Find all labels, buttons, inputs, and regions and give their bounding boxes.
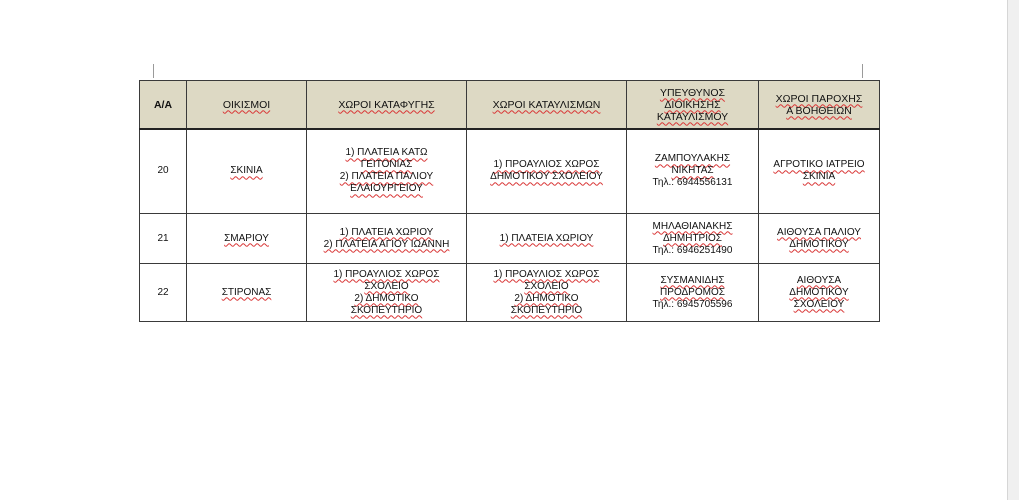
header-manager: ΥΠΕΥΘΥΝΟΣ ΔΙΟΙΚΗΣΗΣ ΚΑΤΑΥΛΙΣΜΟΥ [627, 81, 759, 130]
cell-manager: ΣΥΣΜΑΝΙΔΗΣ ΠΡΟΔΡΟΜΟΣ Τηλ.: 6945705596 [627, 264, 759, 322]
header-refuge: ΧΩΡΟΙ ΚΑΤΑΦΥΓΗΣ [307, 81, 467, 130]
cell-camps: 1) ΠΛΑΤΕΙΑ ΧΩΡΙΟΥ [467, 213, 627, 264]
cell-aa: 22 [140, 264, 187, 322]
cell-aid: ΑΙΘΟΥΣΑ ΔΗΜΟΤΙΚΟΥ ΣΧΟΛΕΙΟΥ [759, 264, 880, 322]
cell-aa: 20 [140, 129, 187, 213]
header-camps: ΧΩΡΟΙ ΚΑΤΑΥΛΙΣΜΩΝ [467, 81, 627, 130]
cell-settlement: ΣΜΑΡΙΟΥ [187, 213, 307, 264]
cell-refuge: 1) ΠΛΑΤΕΙΑ ΚΑΤΩ ΓΕΙΤΟΝΙΑΣ 2) ΠΛΑΤΕΙΑ ΠΑΛΙΟΥ ΕΛΑΙΟΥΡΓΕΙΟΥ [307, 129, 467, 213]
header-row [140, 81, 880, 130]
header-aid: ΧΩΡΟΙ ΠΑΡΟΧΗΣ Α ΒΟΗΘΕΙΩΝ [759, 81, 880, 130]
cell-refuge: 1) ΠΛΑΤΕΙΑ ΧΩΡΙΟΥ 2) ΠΛΑΤΕΙΑ ΑΓΙΟΥ ΙΩΑΝΝΗ [307, 213, 467, 264]
cell-manager: ΖΑΜΠΟΥΛΑΚΗΣ ΝΙΚΗΤΑΣ Τηλ.: 6944556131 [627, 129, 759, 213]
table-row [140, 213, 880, 264]
cell-camps: 1) ΠΡΟΑΥΛΙΟΣ ΧΩΡΟΣ ΣΧΟΛΕΙΟ 2) ΔΗΜΟΤΙΚΟ ΣΚΟΠΕΥΤΗΡΙΟ [467, 264, 627, 322]
cell-aid: ΑΓΡΟΤΙΚΟ ΙΑΤΡΕΙΟ ΣΚΙΝΙΑ [759, 129, 880, 213]
cell-camps: 1) ΠΡΟΑΥΛΙΟΣ ΧΩΡΟΣ ΔΗΜΟΤΙΚΟΥ ΣΧΟΛΕΙΟΥ [467, 129, 627, 213]
header-aa: Α/Α [140, 81, 187, 130]
header-settlements: ΟΙΚΙΣΜΟΙ [187, 81, 307, 130]
cell-settlement: ΣΚΙΝΙΑ [187, 129, 307, 213]
shelter-table [139, 80, 880, 322]
cell-aid: ΑΙΘΟΥΣΑ ΠΑΛΙΟΥ ΔΗΜΟΤΙΚΟΥ [759, 213, 880, 264]
vertical-scrollbar[interactable] [1007, 0, 1019, 500]
table-row [140, 264, 880, 322]
crop-mark-right [862, 64, 863, 78]
cell-settlement: ΣΤΙΡΟΝΑΣ [187, 264, 307, 322]
cell-aa: 21 [140, 213, 187, 264]
crop-mark-left [153, 64, 154, 78]
table-row [140, 129, 880, 213]
cell-refuge: 1) ΠΡΟΑΥΛΙΟΣ ΧΩΡΟΣ ΣΧΟΛΕΙΟ 2) ΔΗΜΟΤΙΚΟ ΣΚΟΠΕΥΤΗΡΙΟ [307, 264, 467, 322]
cell-manager: ΜΗΛΑΘΙΑΝΑΚΗΣ ΔΗΜΗΤΡΙΟΣ Τηλ.: 6946251490 [627, 213, 759, 264]
